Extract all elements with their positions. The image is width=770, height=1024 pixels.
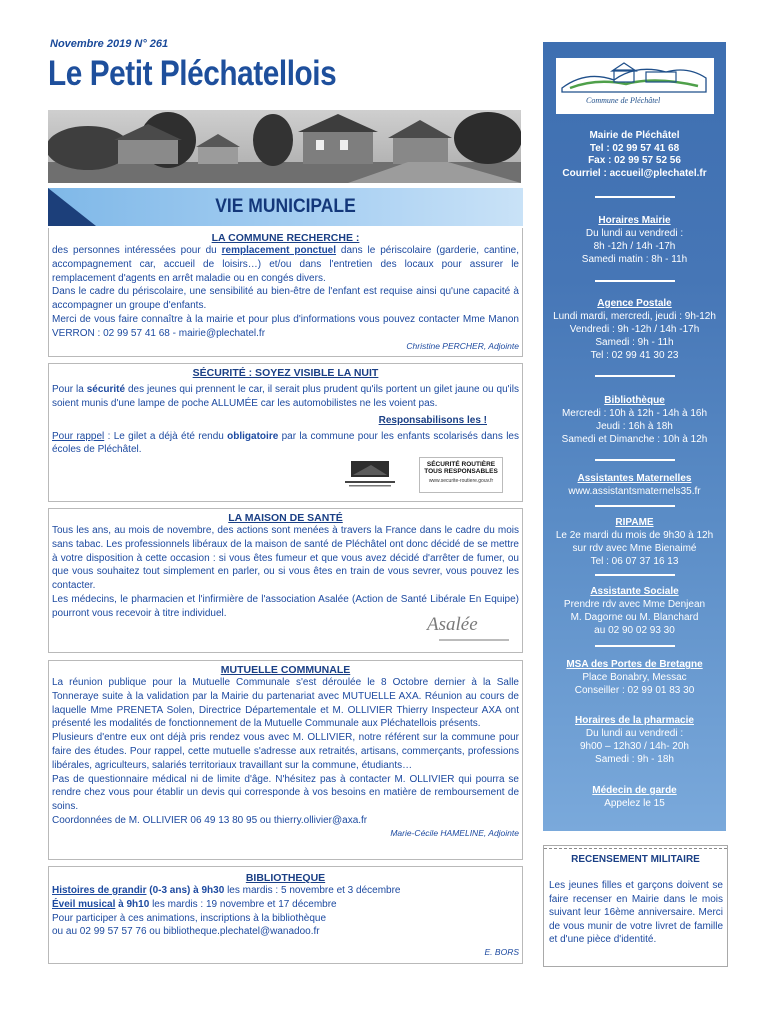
separator — [595, 459, 675, 461]
issue-line: Novembre 2019 N° 261 — [50, 38, 169, 50]
bibliotheque-line-4: ou au 02 99 57 57 76 ou bibliotheque.plechatel@wanadoo.fr — [52, 926, 320, 938]
mutuelle-paragraph-2: Plusieurs d'entre eux ont déjà pris rendez vous avec M. OLLIVIER, notre référent sur la commune pour faire des études. Pour rappel, cette mutuelle s'adresse aux retraités, artisans, commerçants, professions libérales, agriculteurs, salariés territoriaux travaillant sur la commune, étudiants… — [52, 732, 519, 771]
securite-routiere-logo: SÉCURITÉ ROUTIÈRE TOUS RESPONSABLES www.securite-routiere.gouv.fr — [419, 457, 503, 493]
commune-paragraph-2: Dans le cadre du périscolaire, une sensibilité au bien-être de l'enfant est requise ainsi qu'une capacité à accompagner un groupe d'enfants. — [52, 286, 519, 312]
section-title: VIE MUNICIPALE — [215, 196, 356, 217]
mutuelle-paragraph-4: Coordonnées de M. OLLIVIER 06 49 13 80 95 ou thierry.ollivier@axa.fr — [52, 814, 368, 826]
bibliotheque-line-2: Éveil musical à 9h10 les mardis : 19 novembre et 17 décembre — [52, 898, 337, 910]
recensement-box — [543, 845, 728, 967]
securite-box — [48, 363, 523, 502]
bibliotheque-line-3: Pour participer à ces animations, inscriptions à la bibliothèque — [52, 912, 327, 924]
ripame: RIPAME Le 2e mardi du mois de 9h30 à 12h sur rdv avec Mme Bienaimé Tel : 06 07 37 16 13 — [555, 517, 714, 567]
newsletter-title: Le Petit Pléchatellois — [48, 54, 337, 93]
recensement-title: RECENSEMENT MILITAIRE — [571, 854, 700, 865]
medecin-de-garde: Médecin de garde Appelez le 15 — [592, 785, 677, 809]
securite-title: SÉCURITÉ : SOYEZ VISIBLE LA NUIT — [192, 367, 379, 379]
section-header — [48, 188, 523, 226]
horaires-pharmacie: Horaires de la pharmacie Du lundi au vendredi : 9h00 – 12h30 / 14h- 20h Samedi : 9h - 18h — [575, 715, 694, 765]
mutuelle-paragraph-3: Pas de questionnaire médical ni de limite d'âge. N'hésitez pas à contacter M. OLLIVIER qui pourra se rendre chez vous pour établir un devis qui corresponde à vos besoins en matière de remboursement de soins. — [52, 773, 519, 813]
commune-paragraph-3: Merci de vous faire connaître à la mairie et pour plus d'informations vous pouvez contacter Mme Manon VERRON : 02 99 57 41 68 - mairie@plechatel.fr — [52, 313, 519, 339]
commune-logo: Commune de Pléchâtel — [556, 58, 714, 114]
separator — [595, 375, 675, 377]
commune-title: LA COMMUNE RECHERCHE : — [211, 232, 360, 244]
republique-logo — [341, 459, 399, 489]
separator — [595, 280, 675, 282]
commune-recherche-box — [48, 228, 523, 357]
mutuelle-title: MUTUELLE COMMUNALE — [220, 664, 351, 676]
village-photo — [48, 110, 521, 183]
recensement-text: Les jeunes filles et garçons doivent se faire recenser en Mairie dans le mois suivant leur 16ème anniversaire. Merci de vous munir de votre livret de famille et d'une pièce d'identité. — [549, 880, 723, 945]
asalee-logo: Asalée — [427, 614, 515, 646]
separator — [595, 505, 675, 507]
securite-paragraph-1: Pour la sécurité des jeunes qui prennent le car, il serait plus prudent qu'ils portent un gilet jaune ou qu'ils soient munis d'une lampe de poche ALLUMÉE car les automobilistes ne les voient pas. — [52, 384, 519, 409]
bibliotheque-title: BIBLIOTHEQUE — [245, 872, 326, 884]
maison-sante-box — [48, 508, 523, 653]
commune-paragraph-1: des personnes intéressées pour du remplacement ponctuel dans le périscolaire (garderie, cantine, accompagnement car, accueil de loisirs…) et/ou dans l'entretien des locaux pour assurer le remplacement d'agents en arrêt maladie ou en congés divers. — [52, 245, 519, 284]
sante-title: LA MAISON DE SANTÉ — [228, 512, 343, 524]
securite-paragraph-2: Pour rappel : Le gilet a déjà été rendu obligatoire par la commune pour les enfants scolarisés dans les écoles de Pléchâtel. — [52, 430, 519, 456]
info-sidebar — [543, 42, 726, 831]
mutuelle-signature: Marie-Cécile HAMELINE, Adjointe — [390, 827, 519, 838]
separator — [595, 645, 675, 647]
bibliotheque-line-1: Histoires de grandir (0-3 ans) à 9h30 les mardis : 5 novembre et 3 décembre — [52, 885, 401, 896]
agence-postale: Agence Postale Lundi mardi, mercredi, jeudi : 9h-12h Vendredi : 9h -12h / 14h -17h Samedi : 9h - 11h Tel : 02 99 41 30 23 — [553, 298, 716, 361]
bibliotheque-hours: Bibliothèque Mercredi : 10h à 12h - 14h à 16h Jeudi : 16h à 18h Samedi et Dimanche : 10h à 12h — [561, 395, 708, 445]
sante-paragraph-2: Les médecins, le pharmacien et l'infirmière de l'association Asalée (Action de Santé Libérale En Equipe) pourront vous recevoir à titre individuel. — [52, 593, 519, 619]
securite-subtitle: Responsabilisons les ! — [378, 414, 487, 426]
separator — [595, 574, 675, 576]
mutuelle-paragraph-1: La réunion publique pour la Mutuelle Communale s'est déroulée le 8 Octobre dernier à la Salle Tonneraye suite à la validation par la Mairie du partenariat avec MUTUELLE AXA. Réunion au cours de laquelle Mme PRENETA Solen, Directrice Départementale et M. OLLIVIER Thierry Inspecteur AXA ont présenté les modalités de fonctionnement de la Mutuelle Communale aux Pléchatellois présents. — [52, 677, 519, 730]
separator — [595, 196, 675, 198]
bibliotheque-signature: E. BORS — [484, 947, 519, 958]
commune-signature: Christine PERCHER, Adjointe — [406, 340, 519, 351]
msa: MSA des Portes de Bretagne Place Bonabry, Messac Conseiller : 02 99 01 83 30 — [566, 659, 703, 696]
horaires-mairie: Horaires Mairie Du lundi au vendredi : 8h -12h / 14h -17h Samedi matin : 8h - 11h — [581, 215, 688, 265]
mairie-contact: Mairie de Pléchâtel Tel : 02 99 57 41 68 Fax : 02 99 57 52 56 Courriel : accueil@plechatel.fr — [562, 130, 707, 179]
assistantes-maternelles: Assistantes Maternelles www.assistantsmaternels35.fr — [568, 473, 701, 497]
sante-paragraph-1: Tous les ans, au mois de novembre, des actions sont menées à travers la France dans le cadre du mois sans tabac. Les professionnels libéraux de la maison de santé de Pléchâtel ont donc décidé de se mettre à votre disposition à cette occasion : si vous êtes fumeur et que vous avez décidé d'arrêter de fumer, ou que vous souhaitez tout simplement en parler, ou si vous êtes en train de vous sevrer, vous pouvez les contacter. — [52, 525, 519, 592]
mutuelle-box — [48, 660, 523, 860]
bibliotheque-box — [48, 866, 523, 964]
assistante-sociale: Assistante Sociale Prendre rdv avec Mme Denjean M. Dagorne ou M. Blanchard au 02 90 02 93 30 — [563, 586, 706, 636]
